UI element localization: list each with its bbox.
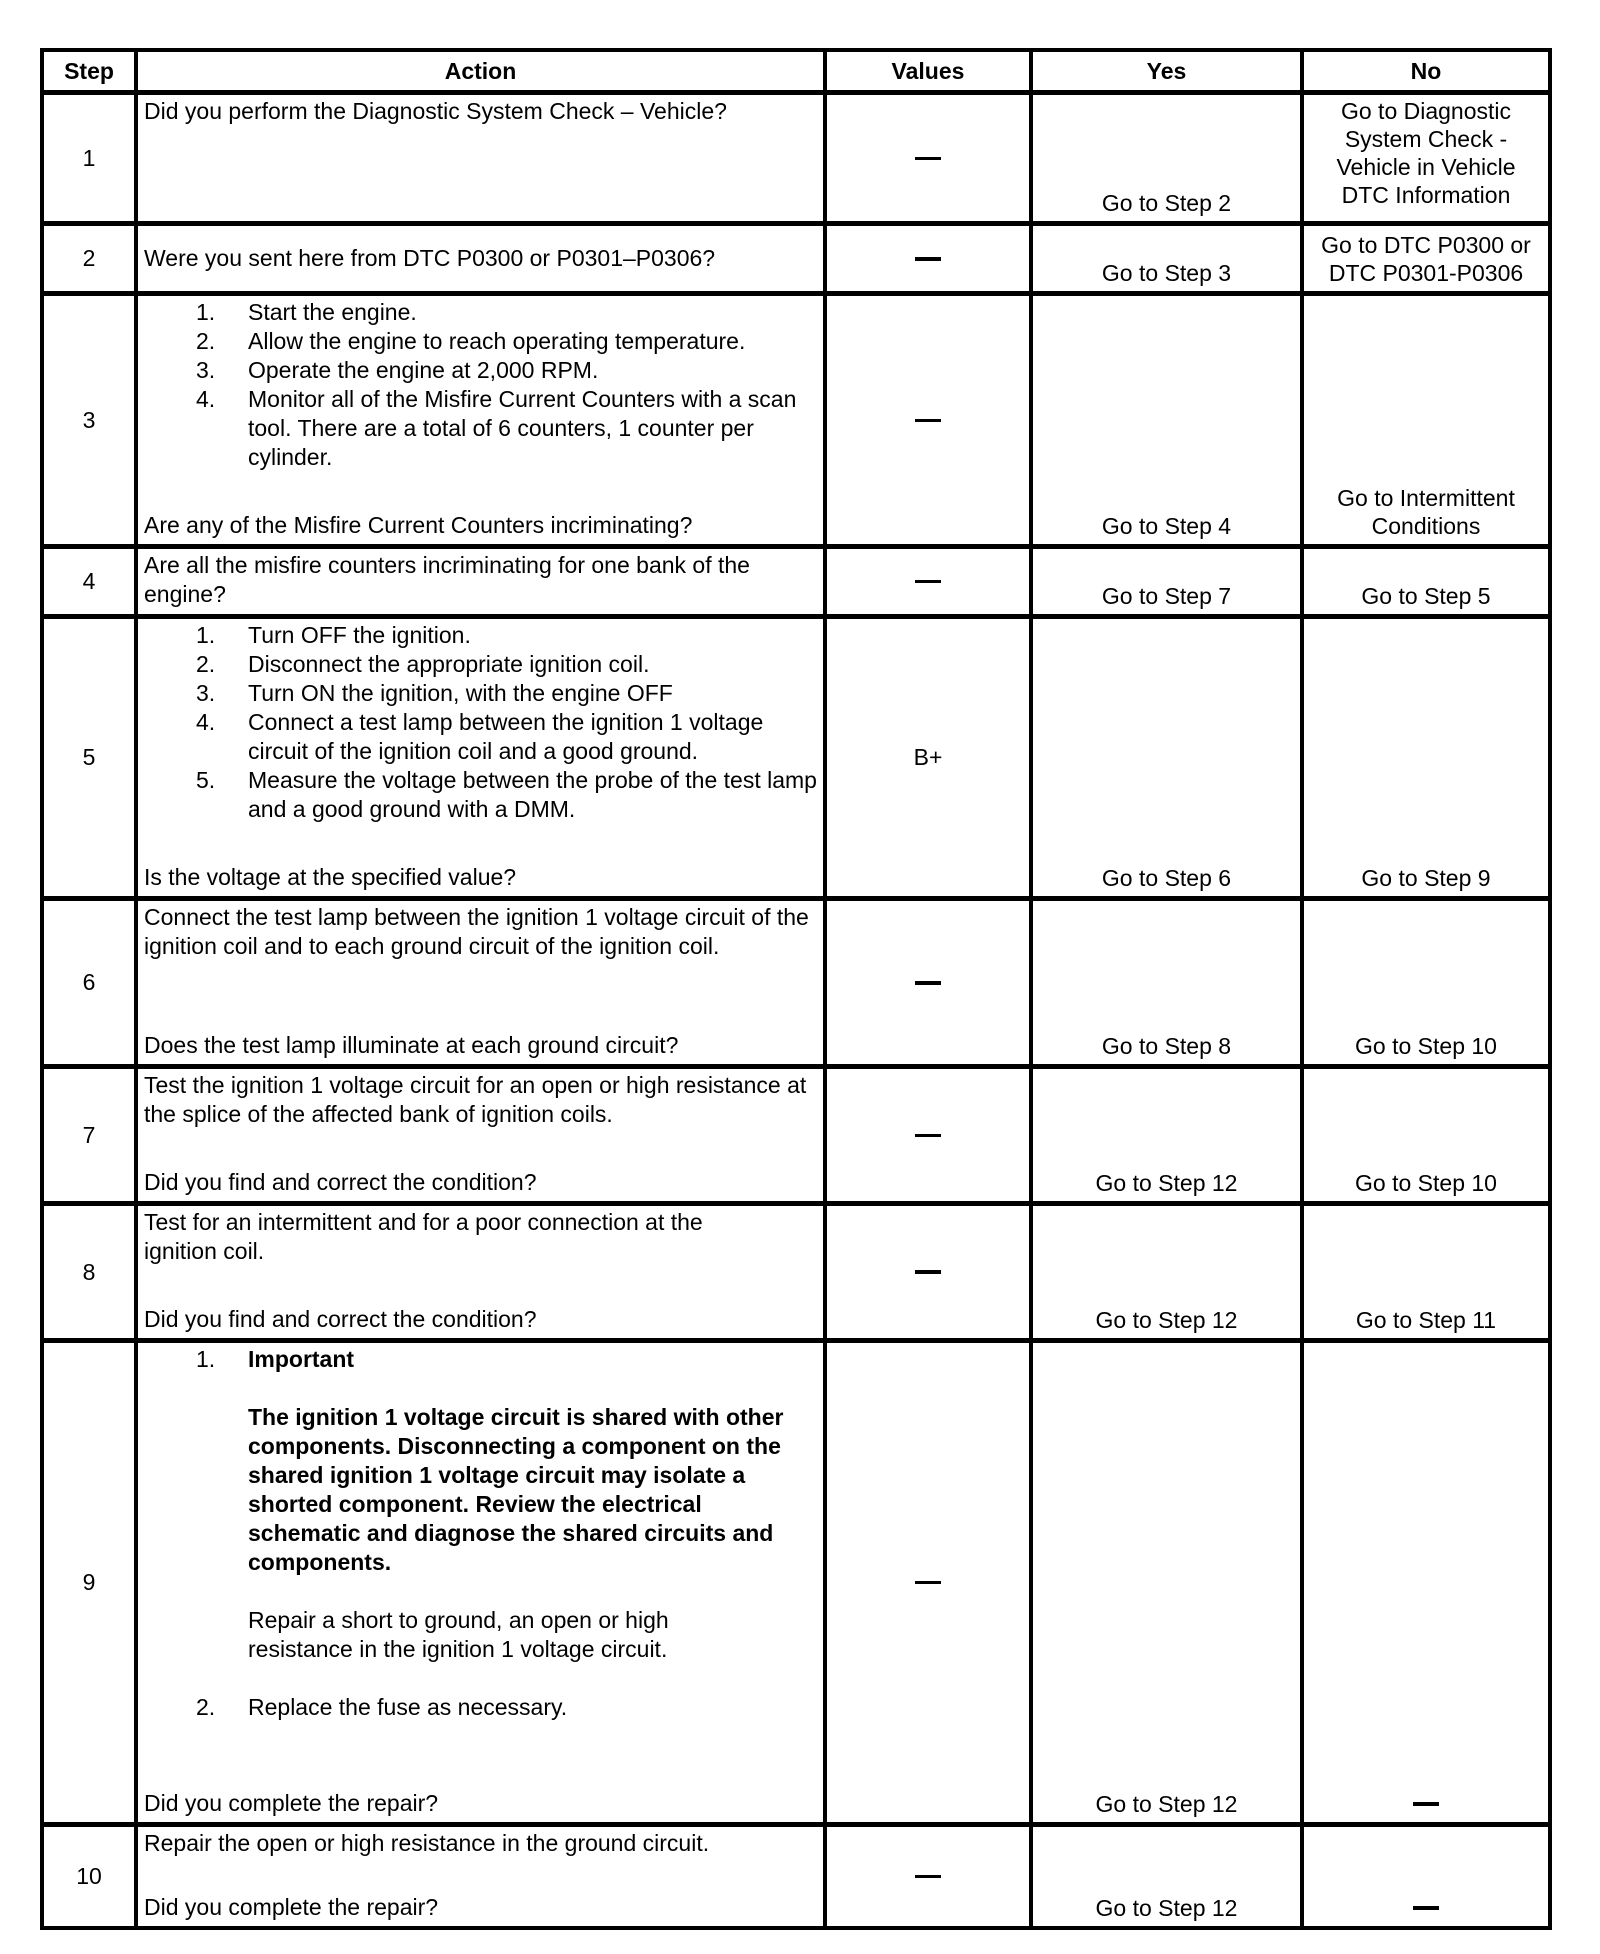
yes-link[interactable]: Go to Step 2 <box>1101 190 1232 216</box>
action-cell <box>138 1827 827 1926</box>
step-number: 8 <box>44 1206 138 1338</box>
no-link[interactable]: Go to Step 10 <box>1355 1170 1497 1196</box>
list-item: 2. Allow the engine to reach operating temperature. <box>196 328 746 354</box>
table-row-step-4 <box>44 544 1548 614</box>
header-step: Step <box>44 52 138 90</box>
values-cell <box>827 1343 1033 1822</box>
yes-cell <box>1033 1343 1304 1822</box>
action-instruction: Test for an intermittent and for a poor connection at the ignition coil. <box>144 1209 703 1264</box>
table-row-step-8 <box>44 1201 1548 1338</box>
table-header <box>44 52 1548 90</box>
step-number: 2 <box>44 226 138 291</box>
action-question: Are all the misfire counters incriminating for one bank of the engine? <box>144 552 750 607</box>
step-number: 10 <box>44 1827 138 1926</box>
no-link[interactable]: Go to Step 9 <box>1361 865 1491 891</box>
yes-cell <box>1033 901 1304 1064</box>
no-cell <box>1304 1827 1548 1926</box>
action-instruction: Connect the test lamp between the ignition 1 voltage circuit of the ignition coil and to each ground circuit of the ignition coil. <box>144 904 809 959</box>
action-instruction: Repair the open or high resistance in the ground circuit. <box>144 1830 710 1856</box>
no-link[interactable]: Go to Step 11 <box>1355 1307 1497 1333</box>
yes-cell <box>1033 226 1304 291</box>
yes-cell <box>1033 1827 1304 1926</box>
yes-cell <box>1033 1206 1304 1338</box>
em-dash <box>915 1581 941 1584</box>
table-row-step-1 <box>44 90 1548 221</box>
action-question: Did you complete the repair? <box>144 1790 439 1816</box>
list-item: 2. Disconnect the appropriate ignition coil. <box>196 651 650 677</box>
no-cell <box>1304 1206 1548 1338</box>
no-link[interactable]: Go to Step 10 <box>1355 1033 1497 1059</box>
diagnostic-table <box>40 48 1552 1930</box>
important-label: Important <box>248 1346 355 1372</box>
yes-link[interactable]: Go to Step 4 <box>1101 513 1232 539</box>
yes-cell <box>1033 296 1304 544</box>
action-cell <box>138 619 827 896</box>
list-item: 4. Connect a test lamp between the ignition 1 voltage circuit of the ignition coil and a good ground. <box>196 709 764 764</box>
no-cell <box>1304 1343 1548 1822</box>
step-number: 3 <box>44 296 138 544</box>
no-cell <box>1304 95 1548 221</box>
action-question: Did you find and correct the condition? <box>144 1169 537 1195</box>
action-question: Did you find and correct the condition? <box>144 1306 537 1332</box>
yes-cell <box>1033 619 1304 896</box>
no-cell <box>1304 901 1548 1064</box>
no-link[interactable]: Go to DTC P0300 or DTC P0301-P0306 <box>1321 232 1531 286</box>
list-item: 3. Turn ON the ignition, with the engine OFF <box>196 680 673 706</box>
values-cell <box>827 296 1033 544</box>
no-cell <box>1304 296 1548 544</box>
step-number: 9 <box>44 1343 138 1822</box>
action-cell <box>138 95 827 221</box>
action-question: Did you perform the Diagnostic System Check – Vehicle? <box>144 98 727 124</box>
action-question: Did you complete the repair? <box>144 1894 439 1920</box>
yes-cell <box>1033 1069 1304 1201</box>
yes-link[interactable]: Go to Step 8 <box>1101 1033 1232 1059</box>
values-cell <box>827 226 1033 291</box>
em-dash <box>915 981 941 985</box>
values-cell: B+ <box>827 619 1033 896</box>
list-item: 4. Monitor all of the Misfire Current Counters with a scan tool. There are a total of 6 counters, 1 counter per cylinder. <box>196 386 797 470</box>
action-instruction: Test the ignition 1 voltage circuit for an open or high resistance at the splice of the affected bank of ignition coils. <box>144 1072 807 1127</box>
action-cell <box>138 1343 827 1822</box>
em-dash <box>915 1875 941 1878</box>
action-steps-list <box>144 1345 817 1722</box>
action-cell <box>138 1069 827 1201</box>
header-yes: Yes <box>1033 52 1304 90</box>
list-item: 1. Important The ignition 1 voltage circuit is shared with other components. Disconnecting a component on the shared ignition 1 voltage circuit may isolate a shorted component. Review the electrical schematic and diagnose the shared circuits and components. Repair a short to ground, an open or high resistance in the ignition 1 voltage circuit. <box>144 1345 817 1693</box>
list-item: 2. Replace the fuse as necessary. <box>196 1694 568 1720</box>
values-cell <box>827 549 1033 614</box>
header-values: Values <box>827 52 1033 90</box>
table-row-step-10 <box>44 1822 1548 1926</box>
em-dash <box>915 1270 941 1274</box>
values-cell <box>827 95 1033 221</box>
values-cell <box>827 1206 1033 1338</box>
table-row-step-5 <box>44 614 1548 896</box>
step-number: 6 <box>44 901 138 1064</box>
em-dash <box>915 157 941 160</box>
step-number: 5 <box>44 619 138 896</box>
em-dash <box>1413 1906 1439 1910</box>
important-warning: The ignition 1 voltage circuit is shared with other components. Disconnecting a component on the shared ignition 1 voltage circuit may isolate a shorted component. Review the electrical schematic and diagnose the shared circuits and components. <box>248 1404 784 1575</box>
action-question: Were you sent here from DTC P0300 or P0301–P0306? <box>144 245 716 271</box>
yes-link[interactable]: Go to Step 3 <box>1101 260 1232 286</box>
yes-link[interactable]: Go to Step 12 <box>1095 1895 1238 1921</box>
no-link[interactable]: Go to Step 5 <box>1361 583 1491 609</box>
action-question: Are any of the Misfire Current Counters incriminating? <box>144 512 693 538</box>
action-question: Does the test lamp illuminate at each ground circuit? <box>144 1032 679 1058</box>
table-row-step-3 <box>44 291 1548 544</box>
action-question: Is the voltage at the specified value? <box>144 864 517 890</box>
no-cell <box>1304 549 1548 614</box>
action-cell <box>138 296 827 544</box>
yes-link[interactable]: Go to Step 6 <box>1101 865 1232 891</box>
yes-link[interactable]: Go to Step 12 <box>1095 1170 1238 1196</box>
list-item: 1. Start the engine. <box>196 299 417 325</box>
em-dash <box>1413 1802 1439 1806</box>
list-item: 5. Measure the voltage between the probe of the test lamp and a good ground with a DMM. <box>196 767 817 822</box>
values-cell <box>827 901 1033 1064</box>
values-cell <box>827 1069 1033 1201</box>
values-cell <box>827 1827 1033 1926</box>
em-dash <box>915 1134 941 1137</box>
table-row-step-7 <box>44 1064 1548 1201</box>
table-row-step-9 <box>44 1338 1548 1822</box>
step-number: 4 <box>44 549 138 614</box>
em-dash <box>915 419 941 422</box>
action-cell <box>138 549 827 614</box>
header-action: Action <box>138 52 827 90</box>
yes-link[interactable]: Go to Step 12 <box>1095 1307 1238 1333</box>
yes-cell <box>1033 549 1304 614</box>
yes-link[interactable]: Go to Step 12 <box>1095 1791 1238 1817</box>
yes-cell <box>1033 95 1304 221</box>
action-steps-list <box>144 298 817 472</box>
em-dash <box>915 257 941 261</box>
action-cell <box>138 226 827 291</box>
table-row-step-2 <box>44 221 1548 291</box>
no-cell <box>1304 226 1548 291</box>
repair-instruction: Repair a short to ground, an open or high resistance in the ignition 1 voltage circuit. <box>248 1607 669 1662</box>
no-cell <box>1304 619 1548 896</box>
step-number: 1 <box>44 95 138 221</box>
step-number: 7 <box>44 1069 138 1201</box>
table-row-step-6 <box>44 896 1548 1064</box>
header-no: No <box>1410 57 1442 84</box>
yes-link[interactable]: Go to Step 7 <box>1101 583 1232 609</box>
no-link[interactable]: Go to Diagnostic System Check - Vehicle in Vehicle DTC Information <box>1336 98 1516 208</box>
no-link[interactable]: Go to Intermittent Conditions <box>1337 485 1515 539</box>
action-cell <box>138 1206 827 1338</box>
list-item: 1. Turn OFF the ignition. <box>196 622 471 648</box>
action-cell <box>138 901 827 1064</box>
no-cell <box>1304 1069 1548 1201</box>
list-item: 3. Operate the engine at 2,000 RPM. <box>196 357 599 383</box>
em-dash <box>915 580 941 583</box>
action-steps-list <box>144 621 817 824</box>
